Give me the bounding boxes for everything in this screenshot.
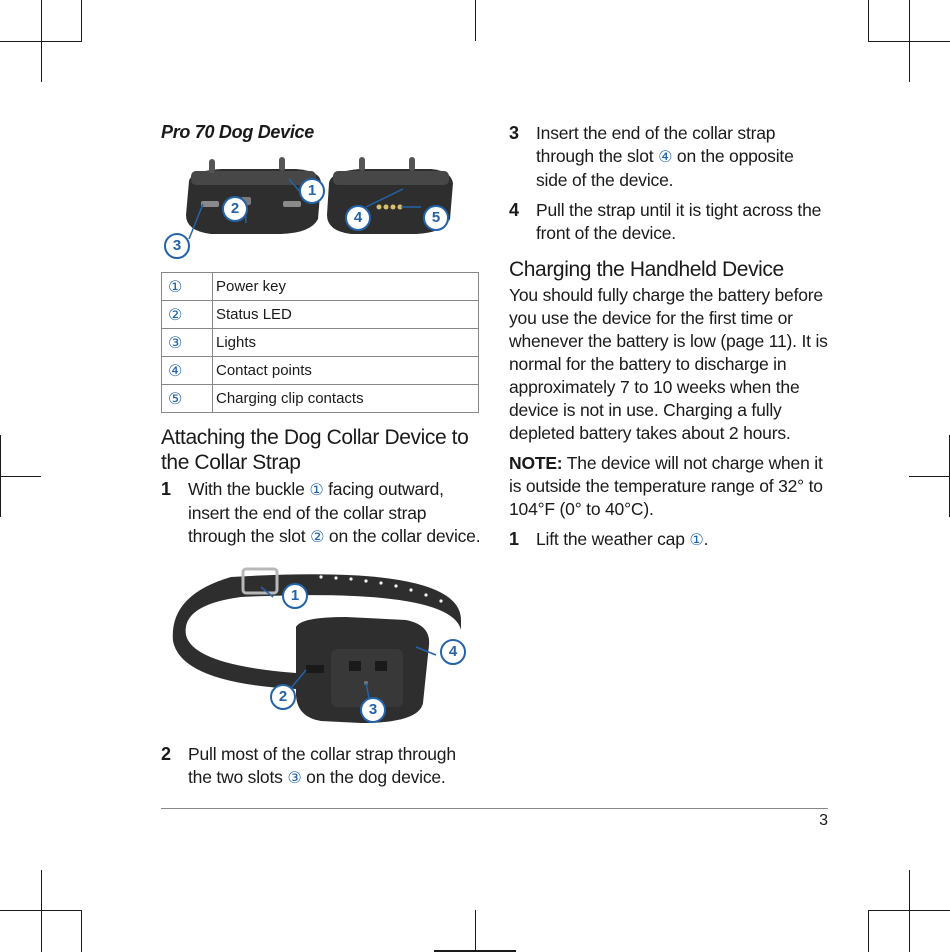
callout-ref: ① [309,482,324,499]
section-title-charging: Charging the Handheld Device [509,258,784,281]
table-cell-num: ④ [162,357,213,385]
step-number: 4 [509,200,519,220]
parts-table [161,272,479,413]
crop-mark [909,870,910,952]
collar-callout-2: 2 [270,684,296,710]
step-2-attaching [161,743,481,790]
crop-mark [0,435,1,517]
step-text: Insert the end of the collar strap through the slot [536,123,776,166]
section-title-attaching: Attaching the Dog Collar Device to the Collar Strap [161,426,469,474]
table-cell-num: ② [162,301,213,329]
crop-mark [475,910,476,952]
table-cell-num: ③ [162,329,213,357]
callout-5: 5 [423,205,449,231]
callout-2: 2 [222,196,248,222]
crop-mark [909,476,950,477]
step-text: Lift the weather cap [536,529,690,549]
step-3-attaching [509,122,829,192]
table-row [162,329,479,357]
table-cell-num: ⑤ [162,385,213,413]
table-row [162,357,479,385]
crop-mark [909,0,910,82]
note-paragraph [509,452,829,521]
crop-mark [868,910,869,952]
callout-ref: ③ [287,770,302,787]
step-1-attaching [161,478,481,549]
right-column [509,122,829,552]
footer-rule [161,808,828,809]
step-4-attaching [509,199,829,245]
left-column [161,122,481,790]
step-text: on the dog device. [301,767,446,787]
step-text: Pull most of the collar strap through the two slots [188,744,456,787]
collar-callout-1: 1 [282,583,308,609]
table-cell-label: Charging clip contacts [213,385,479,413]
callout-1: 1 [299,178,325,204]
crop-mark [81,0,82,41]
note-text: The device will not charge when it is outside the temperature range of 32° to 104°F (0° to 40°C). [509,453,823,519]
callout-3: 3 [164,233,190,259]
page-number: 3 [819,812,828,829]
table-row [162,385,479,413]
step-text: Pull the strap until it is tight across the front of the device. [536,200,822,243]
callout-4: 4 [345,205,371,231]
table-cell-label: Contact points [213,357,479,385]
step-1-charging [509,528,829,552]
collar-callout-4: 4 [440,639,466,665]
crop-mark [41,870,42,952]
table-row [162,301,479,329]
callout-ref: ④ [658,149,673,166]
step-text: on the opposite side of the device. [536,146,794,190]
table-cell-label: Power key [213,273,479,301]
charging-paragraph: You should fully charge the battery before you use the device for the first time or whenever the battery is low (page 11). It is normal for the battery to discharge in approximately 7 to 10 weeks when the device is not in use. Charging a fully depleted battery takes about 2 hours. [509,285,828,443]
crop-mark [0,476,41,477]
step-number: 1 [509,529,519,549]
dog-device-illustration [161,149,461,254]
table-row [162,273,479,301]
table-cell-num: ① [162,273,213,301]
figure-title: Pro 70 Dog Device [161,122,314,142]
note-label: NOTE: [509,453,563,473]
step-number: 2 [161,744,171,764]
callout-ref: ① [689,532,704,549]
table-cell-label: Status LED [213,301,479,329]
callout-ref: ② [310,529,325,546]
collar-illustration [161,565,461,735]
table-cell-label: Lights [213,329,479,357]
step-text: facing outward, insert the end of the collar strap through the slot [188,479,444,546]
crop-mark [81,910,82,952]
crop-mark [475,0,476,41]
step-text: on the collar device. [324,526,481,546]
crop-mark [868,0,869,41]
collar-callout-3: 3 [360,697,386,723]
step-number: 1 [161,479,171,499]
step-number: 3 [509,123,519,143]
crop-mark [41,0,42,82]
step-text: With the buckle [188,479,310,499]
step-text: . [703,529,709,549]
